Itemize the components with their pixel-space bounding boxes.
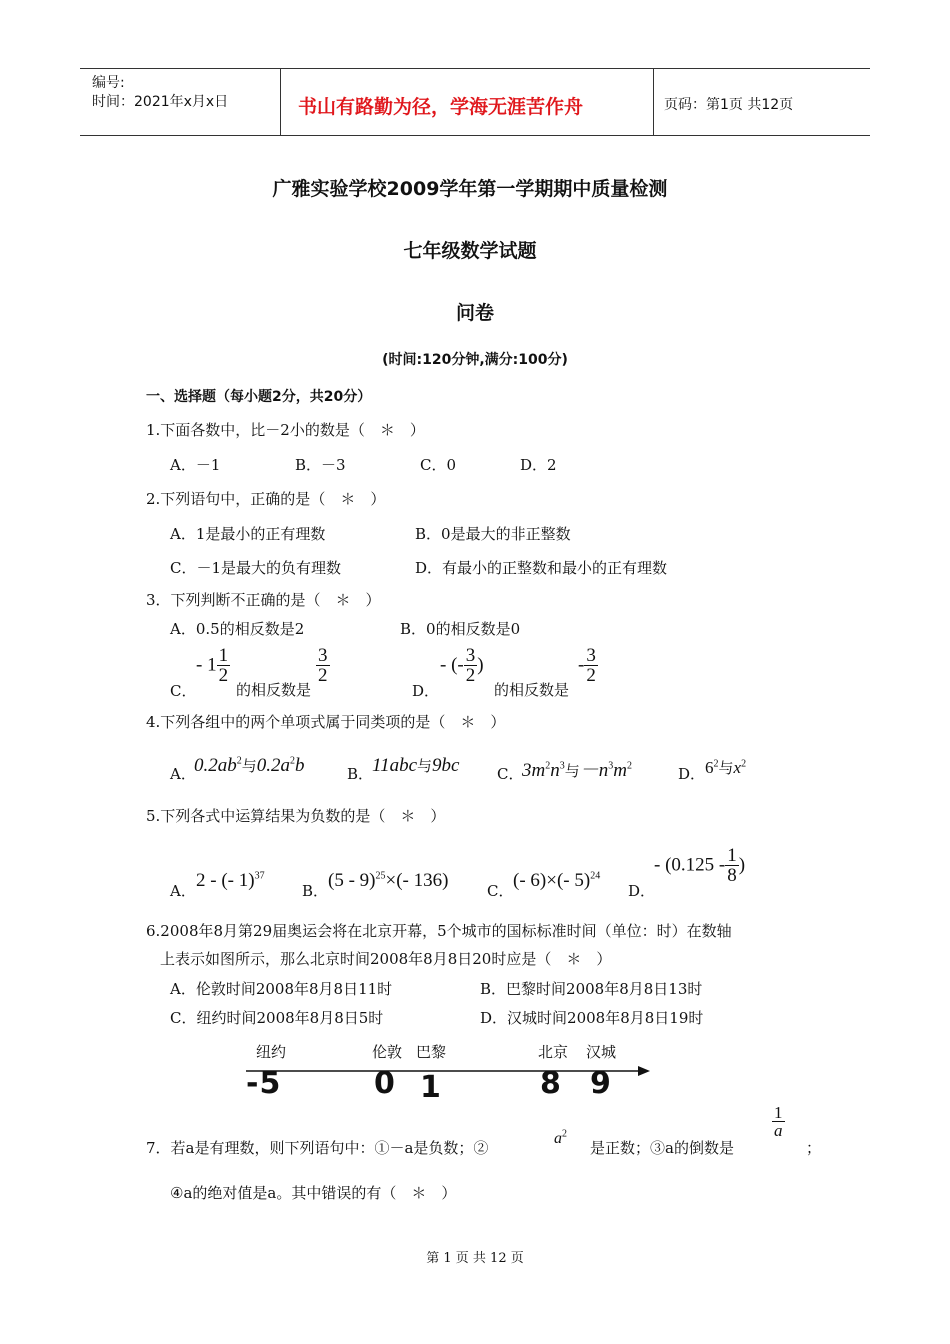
- q3-d-lhs-denominator: 2: [465, 665, 476, 686]
- q2-option-b: B．0是最大的非正整数: [415, 525, 571, 543]
- q7-line2: ④a的绝对值是a。其中错误的有（ ＊ ）: [170, 1184, 457, 1202]
- q5-c-exp: 24: [590, 870, 601, 882]
- q5-option-c-expr: [513, 870, 600, 892]
- q5-option-d-label: D．: [628, 882, 656, 900]
- q4-a-yu: 与: [241, 757, 257, 775]
- q6-option-b: B．巴黎时间2008年8月8日13时: [480, 980, 703, 998]
- q5-b-exp: 25: [375, 870, 386, 882]
- header-divider-1: [280, 68, 281, 136]
- q4-c-term2: －n: [579, 760, 609, 781]
- q5-a-exp: 37: [254, 870, 265, 882]
- q4-c-term2-exp2: 2: [627, 760, 632, 772]
- q4-stem: 4.下列各组中的两个单项式属于同类项的是（ ＊ ）: [146, 713, 506, 731]
- q4-a-term1-exp: 2: [236, 755, 242, 767]
- q7-stem-part2: 是正数；③a的倒数是: [590, 1139, 734, 1157]
- q4-option-c-expr: [522, 755, 632, 782]
- q6-stem-line1: 6.2008年8月第29届奥运会将在北京开幕，5个城市的国标标准时间（单位：时）在数轴: [146, 922, 732, 940]
- q4-option-a-label: A．: [170, 765, 196, 783]
- q3-d-lhs-numerator: 3: [465, 645, 476, 666]
- q3-option-c-text: 的相反数是: [236, 681, 312, 699]
- q4-option-d-expr: [705, 757, 746, 778]
- q3-option-c-label: C．: [170, 682, 197, 700]
- q4-c-term1-exp1: 2: [545, 760, 551, 772]
- q1-stem: 1.下面各数中，比－2小的数是（ ＊ ）: [146, 421, 425, 439]
- q7-a-exp: 2: [562, 1128, 567, 1140]
- q3-d-lhs-fraction: [464, 646, 478, 685]
- q5-b-base: (5 - 9): [328, 870, 376, 891]
- q5-c-base: (- 6)×(- 5): [513, 870, 591, 891]
- axis-number-0: 0: [374, 1066, 396, 1101]
- q7-frac-denominator: a: [774, 1121, 783, 1140]
- q5-d-denominator: 8: [727, 865, 737, 886]
- q3-option-a: A．0.5的相反数是2: [170, 620, 305, 638]
- q5-d-post: ): [738, 854, 746, 876]
- q5-b-tail: ×(- 136): [385, 870, 449, 891]
- q3-d-rhs-fraction: [584, 646, 598, 685]
- q4-a-term1: 0.2ab: [194, 755, 237, 776]
- q5-option-a-label: A．: [170, 882, 196, 900]
- city-label-paris: 巴黎: [416, 1043, 447, 1061]
- header-number-label: 编号:: [92, 75, 125, 91]
- q3-c-lhs-whole: - 1: [196, 654, 217, 676]
- q4-b-term2: 9bc: [432, 755, 460, 776]
- axis-number-9: 9: [590, 1066, 612, 1101]
- q5-stem: 5.下列各式中运算结果为负数的是（ ＊ ）: [146, 807, 446, 825]
- q4-c-term1-exp2: 3: [559, 760, 565, 772]
- q3-c-rhs-fraction: [316, 646, 330, 685]
- q5-option-b-expr: [328, 870, 448, 892]
- q4-a-term2: 0.2a: [256, 755, 291, 776]
- q5-option-b-label: B．: [302, 882, 329, 900]
- paper-title: 问卷: [455, 302, 494, 324]
- q7-stem-part3: ；: [806, 1139, 822, 1157]
- q2-option-d: D．有最小的正整数和最小的正有理数: [415, 559, 668, 577]
- q4-a-term2-exp: 2: [290, 755, 296, 767]
- q2-stem: 2.下列语句中，正确的是（ ＊ ）: [146, 490, 386, 508]
- q1-option-b: B．－3: [295, 456, 346, 474]
- q5-a-base: 2 - (- 1): [196, 870, 255, 891]
- q3-d-lhs-pre: - (-: [440, 654, 464, 676]
- exam-info: (时间:120分钟,满分:100分): [382, 352, 568, 368]
- page-footer: 第 1 页 共 12 页: [426, 1251, 524, 1266]
- header-time-label: 时间：2021年x月x日: [92, 94, 229, 110]
- q5-d-numerator: 1: [727, 845, 737, 866]
- city-label-newyork: 纽约: [256, 1043, 287, 1061]
- q3-d-rhs-numerator: 3: [586, 645, 596, 666]
- header-bottom-rule: [80, 135, 870, 136]
- q3-c-lhs-denominator: 2: [218, 665, 229, 686]
- q3-option-d-rhs: [578, 646, 598, 685]
- q1-option-a: A．－1: [170, 456, 221, 474]
- q4-b-term1: 11abc: [372, 755, 418, 776]
- q3-d-lhs-post: ): [477, 654, 484, 676]
- q4-c-term1-mid: n: [550, 760, 560, 781]
- q4-c-term2-mid: m: [613, 760, 627, 781]
- q4-d-term1: 6: [705, 758, 714, 777]
- q3-c-rhs-denominator: 2: [318, 665, 328, 686]
- q4-option-d-label: D．: [678, 765, 706, 783]
- q1-option-d: D．2: [520, 456, 557, 474]
- q3-d-rhs-pre: -: [578, 654, 585, 676]
- q3-option-c-lhs: [196, 646, 230, 685]
- q3-c-lhs-fraction: [217, 646, 231, 685]
- axis-number-8: 8: [540, 1066, 562, 1101]
- q6-stem-line2: 上表示如图所示，那么北京时间2008年8月8日20时应是（ ＊ ）: [160, 950, 612, 968]
- q4-c-term2-exp1: 3: [608, 760, 614, 772]
- header-divider-2: [653, 68, 654, 136]
- q7-a-squared: [554, 1130, 567, 1148]
- city-label-london: 伦敦: [372, 1043, 403, 1061]
- q4-c-yu: 与: [564, 762, 580, 780]
- q3-stem: 3．下列判断不正确的是（ ＊ ）: [146, 591, 381, 609]
- q7-frac-numerator: 1: [774, 1103, 783, 1122]
- q5-d-pre: - (0.125 -: [654, 854, 726, 876]
- q5-option-d-expr: [654, 846, 745, 885]
- q7-stem-part1: 7．若a是有理数，则下列语句中：①－a是负数；②: [146, 1139, 489, 1157]
- q2-option-a: A．1是最小的正有理数: [170, 525, 326, 543]
- q3-option-d-lhs: [440, 646, 484, 685]
- q4-d-term2: x: [733, 758, 742, 777]
- city-label-seoul: 汉城: [586, 1043, 617, 1061]
- city-label-beijing: 北京: [538, 1043, 569, 1061]
- q4-d-yu: 与: [718, 759, 734, 777]
- section-choice-heading: 一、选择题（每小题2分，共20分）: [146, 389, 372, 405]
- q4-option-b-expr: [372, 755, 459, 777]
- q6-option-c: C．纽约时间2008年8月8日5时: [170, 1009, 384, 1027]
- q5-d-fraction: [725, 846, 739, 885]
- q4-b-yu: 与: [417, 757, 433, 775]
- q4-d-term2-exp: 2: [741, 758, 747, 770]
- q4-option-b-label: B．: [347, 765, 374, 783]
- q7-reciprocal-fraction: [772, 1104, 785, 1139]
- q3-option-d-label: D．: [412, 682, 440, 700]
- q4-d-term1-exp: 2: [713, 758, 719, 770]
- q4-a-term2-tail: b: [295, 755, 305, 776]
- q3-c-lhs-numerator: 1: [218, 645, 229, 666]
- header-motto: 书山有路勤为径，学海无涯苦作舟: [298, 96, 584, 118]
- q1-option-c: C．0: [420, 456, 457, 474]
- q7-a-symbol: a: [554, 1130, 562, 1147]
- q4-option-c-label: C．: [497, 765, 524, 783]
- axis-number-minus5: -5: [246, 1066, 282, 1101]
- q5-option-c-label: C．: [487, 882, 514, 900]
- school-title: 广雅实验学校2009学年第一学期期中质量检测: [272, 178, 668, 200]
- q3-c-rhs-numerator: 3: [318, 645, 328, 666]
- q3-d-rhs-denominator: 2: [586, 665, 596, 686]
- q2-option-c: C．－1是最大的负有理数: [170, 559, 342, 577]
- q6-option-d: D．汉城时间2008年8月8日19时: [480, 1009, 704, 1027]
- q4-c-term1: 3m: [522, 760, 546, 781]
- q6-option-a: A．伦敦时间2008年8月8日11时: [170, 980, 393, 998]
- axis-number-1: 1: [420, 1070, 442, 1105]
- q3-option-b: B．0的相反数是0: [400, 620, 521, 638]
- q5-option-a-expr: [196, 870, 265, 892]
- subject-title: 七年级数学试题: [403, 240, 537, 262]
- header-page-label: 页码：第1页 共12页: [664, 97, 794, 113]
- q4-option-a-expr: [194, 755, 305, 777]
- header-top-rule: [80, 68, 870, 69]
- q3-option-d-text: 的相反数是: [494, 681, 570, 699]
